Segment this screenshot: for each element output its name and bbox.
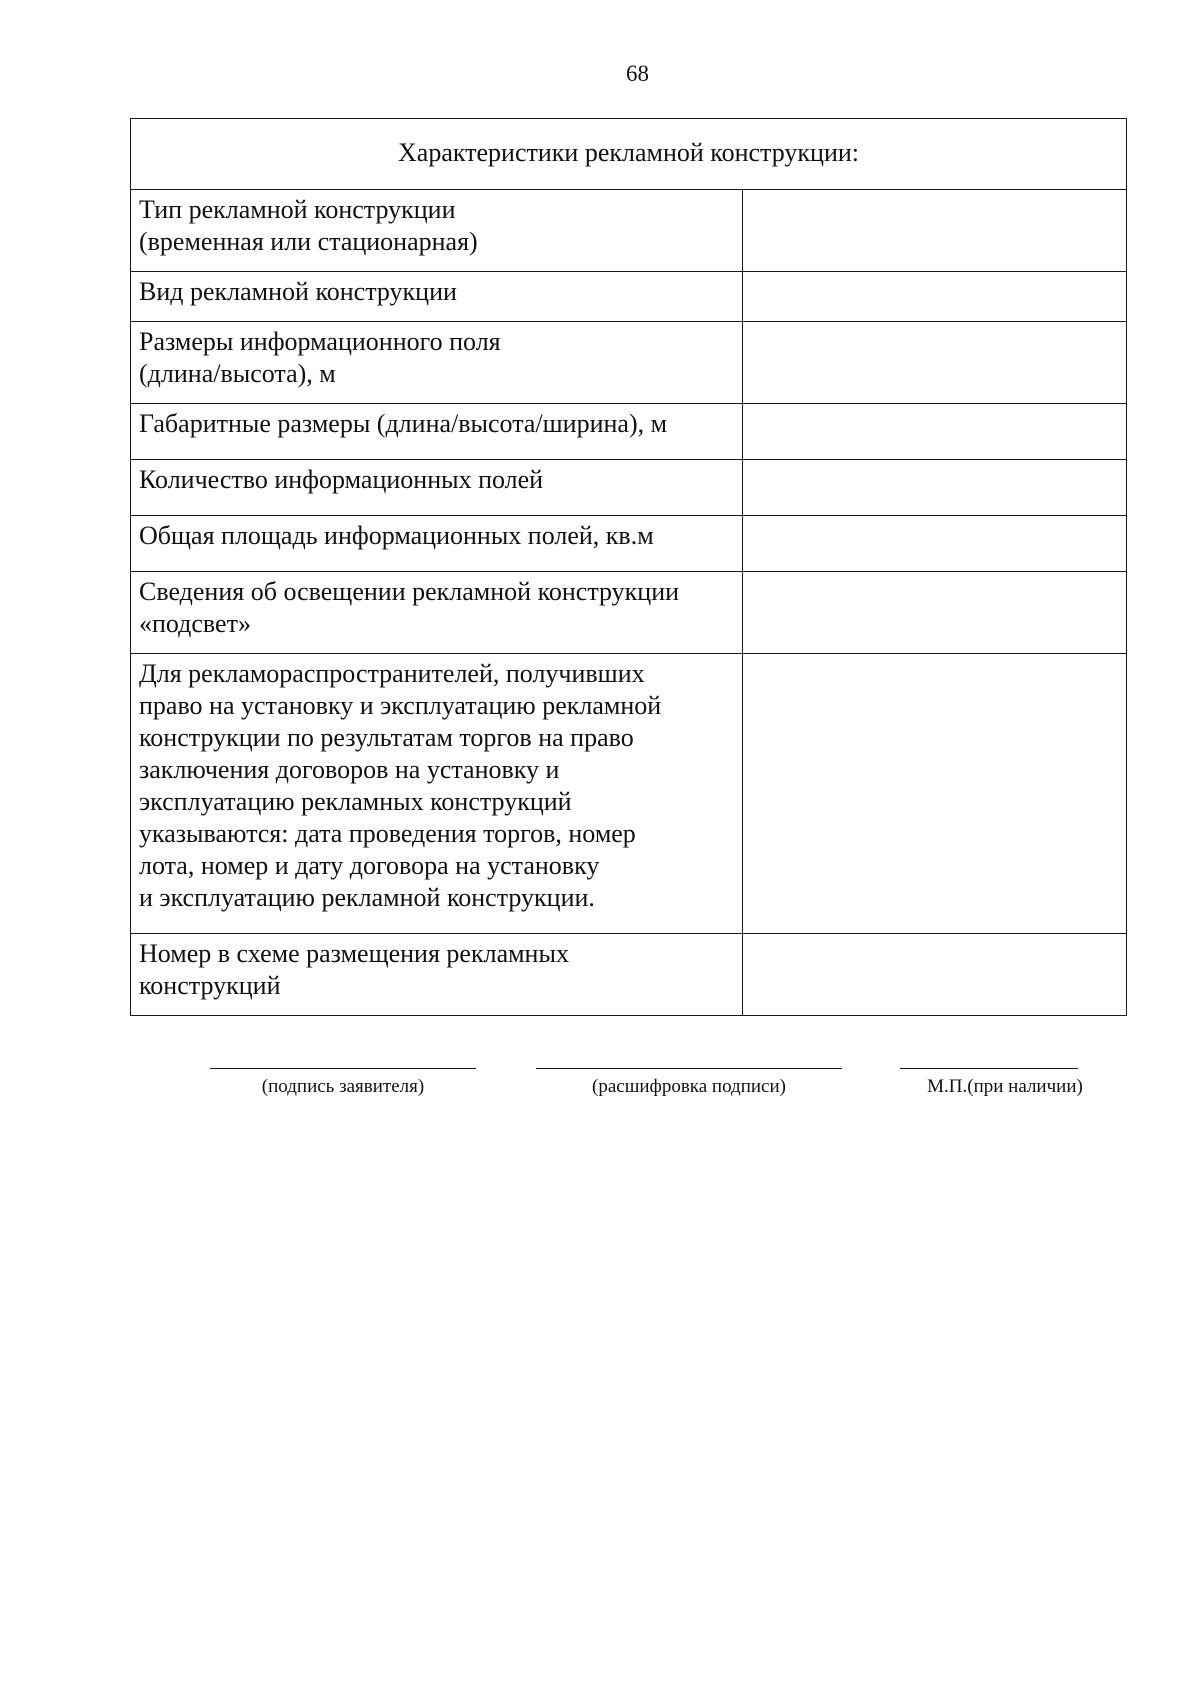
table-body bbox=[131, 190, 1127, 1016]
row-label: Вид рекламной конструкции bbox=[131, 272, 743, 322]
row-label: Размеры информационного поля (длина/высота), м bbox=[131, 322, 743, 404]
row-value-field[interactable] bbox=[743, 572, 1127, 654]
signature-transcript-block bbox=[536, 1068, 842, 1099]
row-label: Габаритные размеры (длина/высота/ширина), м bbox=[131, 404, 743, 460]
signature-transcript-caption: (расшифровка подписи) bbox=[592, 1076, 786, 1097]
table-header-row bbox=[131, 119, 1127, 190]
table-row bbox=[131, 654, 1127, 934]
stamp-line bbox=[900, 1068, 1078, 1069]
table-title: Характеристики рекламной конструкции: bbox=[131, 119, 1127, 190]
advertising-structure-characteristics-table bbox=[130, 118, 1127, 1016]
applicant-signature-caption: (подпись заявителя) bbox=[261, 1076, 425, 1097]
row-label: Количество информационных полей bbox=[131, 460, 743, 516]
row-value-field[interactable] bbox=[743, 460, 1127, 516]
row-label: Номер в схеме размещения рекламных конструкций bbox=[131, 934, 743, 1016]
table-row bbox=[131, 404, 1127, 460]
row-value-field[interactable] bbox=[743, 322, 1127, 404]
page-number: 68 bbox=[626, 61, 649, 86]
table-row bbox=[131, 460, 1127, 516]
applicant-signature-block bbox=[210, 1068, 476, 1099]
row-value-field[interactable] bbox=[743, 654, 1127, 934]
row-value-field[interactable] bbox=[743, 404, 1127, 460]
row-value-field[interactable] bbox=[743, 190, 1127, 272]
stamp-block bbox=[900, 1068, 1110, 1099]
table-row bbox=[131, 272, 1127, 322]
table-row bbox=[131, 322, 1127, 404]
row-value-field[interactable] bbox=[743, 272, 1127, 322]
row-value-field[interactable] bbox=[743, 934, 1127, 1016]
row-value-field[interactable] bbox=[743, 516, 1127, 572]
table-row bbox=[131, 934, 1127, 1016]
applicant-signature-line bbox=[210, 1068, 476, 1069]
table-row bbox=[131, 572, 1127, 654]
stamp-caption: М.П.(при наличии) bbox=[927, 1076, 1083, 1097]
table-row bbox=[131, 516, 1127, 572]
row-label: Тип рекламной конструкции (временная или стационарная) bbox=[131, 190, 743, 272]
row-label: Для рекламораспространителей, получивших право на установку и эксплуатацию рекламной конструкции по результатам торгов на право заключения договоров на установку и эксплуатацию рекламных конструкций указываются: дата проведения торгов, номер лота, номер и дату договора на установку и эксплуатацию рекламной конструкции. bbox=[131, 654, 743, 934]
signature-transcript-line bbox=[536, 1068, 842, 1069]
row-label: Сведения об освещении рекламной конструкции «подсвет» bbox=[131, 572, 743, 654]
table-row bbox=[131, 190, 1127, 272]
row-label: Общая площадь информационных полей, кв.м bbox=[131, 516, 743, 572]
signature-section bbox=[0, 1068, 1200, 1128]
